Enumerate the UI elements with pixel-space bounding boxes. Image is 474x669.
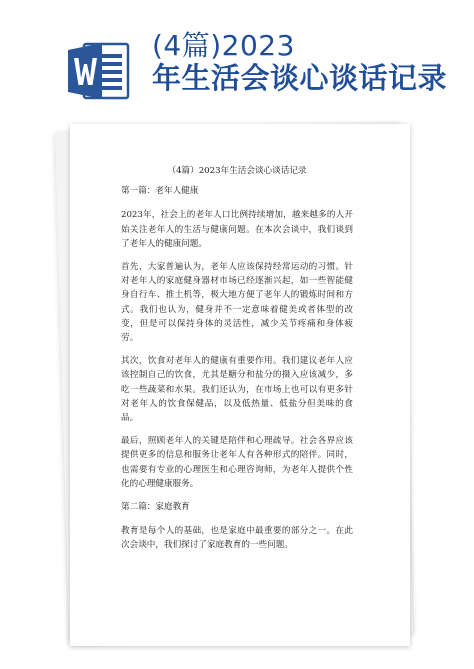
paragraph-1: 2023年，社会上的老年人口比例持续增加，越来越多的人开始关注老年人的生活与健康问题。在本次会谈中，我们谈到了老年人的健康问题。 xyxy=(121,210,353,249)
microsoft-word-icon xyxy=(66,40,132,102)
title-line-1: (4篇)2023 xyxy=(152,29,295,62)
paragraph-4: 最后，照顾老年人的关键是陪伴和心理疏导。社会各界应该提供更多的信息和服务让老年人有各种形式的陪伴。同时，也需要有专业的心理医生和心理咨询师，为老年人提供个性化的心理健康服务。 xyxy=(121,436,353,489)
title-line-2: 年生活会谈心谈话记录 xyxy=(152,61,448,95)
section-title-2: 第二篇：家庭教育 xyxy=(121,502,190,513)
page-header xyxy=(0,0,474,118)
paragraph-3: 其次，饮食对老年人的健康有重要作用。我们建议老年人应该控制自己的饮食，尤其是糖分和盐分的摄入应该减少，多吃一些蔬菜和水果。我们还认为，在市场上也可以有更多针对老年人的饮食保健品，以及低热量、低盐分但美味的食品。 xyxy=(121,356,353,424)
document-content xyxy=(121,164,353,562)
document-title xyxy=(152,30,447,94)
section-title-1: 第一篇：老年人健康 xyxy=(121,186,199,197)
paragraph-2: 首先，大家普遍认为，老年人应该保持经常运动的习惯。针对老年人的家庭健身器材市场已经逐渐兴起，如一些智能健身自行车、推土机等，极大地方便了老年人的锻炼时间和方式。我们也认为，健身并不一定意味着健美或者体型的改变，但是可以保持身体的灵活性，减少关节疼痛和身体疲劳。 xyxy=(121,262,353,344)
paragraph-5: 教育是每个人的基础，也是家庭中最重要的部分之一。在此次会谈中，我们探讨了家庭教育的一些问题。 xyxy=(121,526,353,551)
document-heading: （4篇）2023年生活会谈心谈话记录 xyxy=(167,166,307,176)
